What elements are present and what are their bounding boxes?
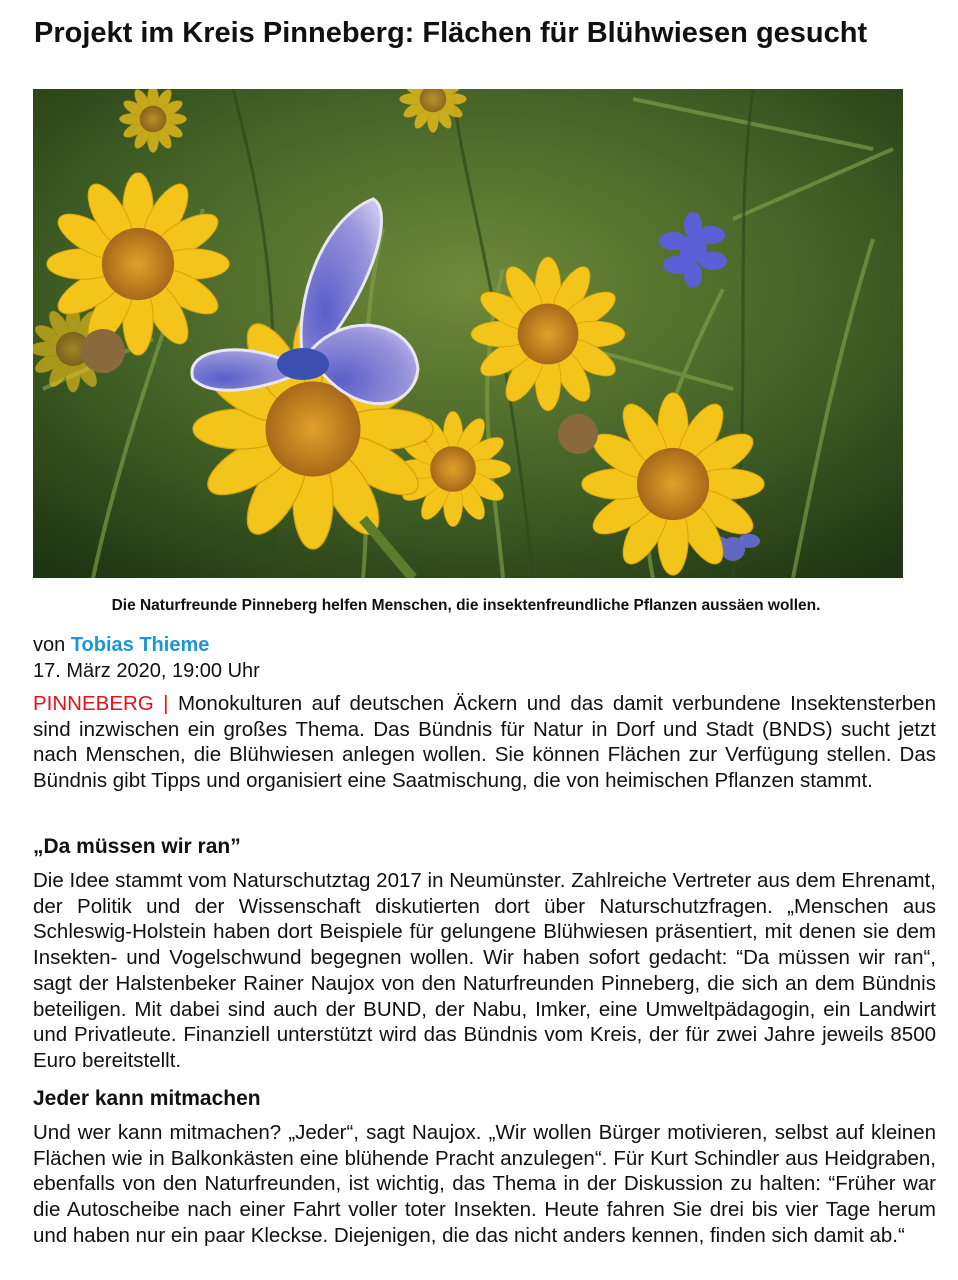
byline-prefix: von — [33, 634, 66, 656]
photo-caption: Die Naturfreunde Pinneberg helfen Menschen, die insektenfreundliche Pflanzen aussäen wollen. — [111, 597, 821, 614]
author-link[interactable]: Tobias Thieme — [70, 634, 210, 656]
subheading-2: Jeder kann mitmachen — [33, 1087, 261, 1110]
article-headline: Projekt im Kreis Pinneberg: Flächen für Blühwiesen gesucht — [34, 17, 868, 49]
lead-text: Monokulturen auf deutschen Äckern und das damit verbundene Insektensterben sind inzwischen ein großes Thema. Das Bündnis für Natur in Dorf und Stadt (BNDS) sucht jetzt nach Menschen, die Blühwiesen anlegen wollen. Sie können Flächen zur Verfügung stellen. Das Bündnis gibt Tipps und organisiert eine Saatmischung, die von heimischen Pflanzen stammt. — [33, 692, 936, 793]
author-line — [33, 632, 913, 658]
paragraph-1: Die Idee stammt vom Naturschutztag 2017 in Neumünster. Zahlreiche Vertreter aus dem Ehrenamt, der Politik und der Wissenschaft diskutierten dort über Naturschutzfragen. „Menschen aus Schleswig-Holstein haben dort Beispiele für gelungene Blühwiesen präsentiert, mit denen sie dem Insekten- und Vogelschwund begegnen wollen. Wir haben sofort gedacht: “Da müssen wir ran“, sagt der Halstenbeker Rainer Naujox von den Naturfreunden Pinneberg, die sich an dem Bündnis beteiligen. Mit dabei sind auch der BUND, der Nabu, Imker, eine Umweltpädagogin, ein Landwirt und Privatleute. Finanziell unterstützt wird das Bündnis vom Kreis, der für zwei Jahre jeweils 8500 Euro bereitstellt. — [33, 869, 936, 1072]
article-photo — [33, 89, 903, 578]
subheading-1: „Da müssen wir ran” — [33, 835, 241, 858]
dateline: PINNEBERG | — [33, 692, 169, 715]
byline — [33, 632, 913, 684]
butterfly-flower-image — [33, 89, 903, 578]
lead-paragraph — [33, 691, 936, 794]
paragraph-2: Und wer kann mitmachen? „Jeder“, sagt Naujox. „Wir wollen Bürger motivieren, selbst auf kleinen Flächen wie in Balkonkästen eine blühende Pracht anzulegen“. Für Kurt Schindler aus Heidgraben, ebenfalls von den Naturfreunden, ist wichtig, das Thema in der Diskussion zu halten: “Früher war die Autoscheibe nach einer Fahrt voller toter Insekten. Heute fahren Sie drei bis vier Tage herum und haben nur ein paar Kleckse. Diejenigen, die das nicht anders kennen, finden sich damit ab.“ — [33, 1121, 936, 1247]
publish-date: 17. März 2020, 19:00 Uhr — [33, 660, 260, 682]
